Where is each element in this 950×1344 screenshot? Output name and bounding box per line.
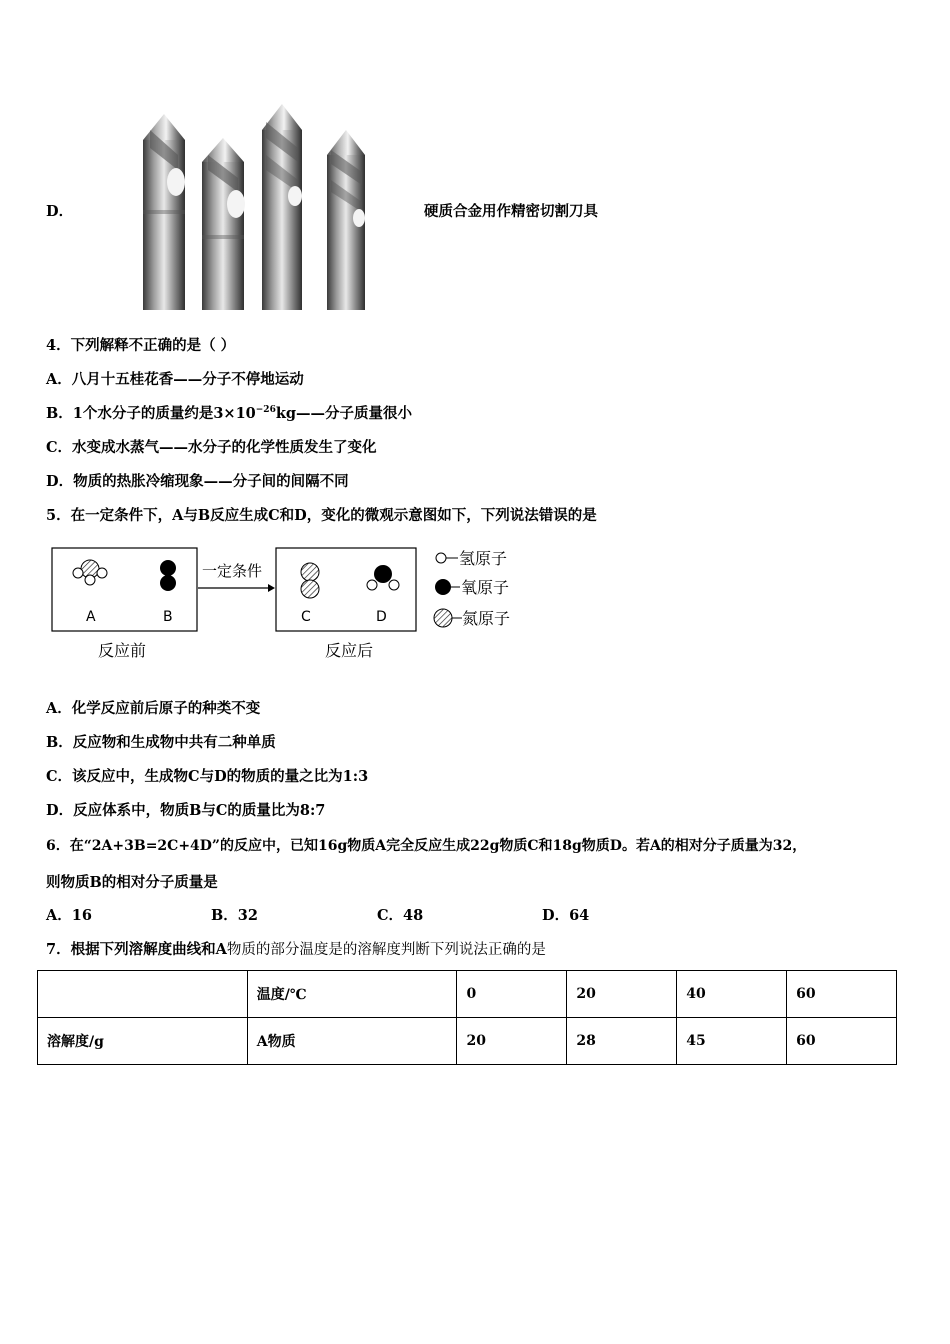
table-cell: 溶解度/g	[38, 1018, 248, 1065]
q5-stem: 5．在一定条件下，A与B反应生成C和D，变化的微观示意图如下，下列说法错误的是	[46, 507, 597, 524]
legend-nitrogen	[434, 609, 510, 628]
before-caption: 反应前	[98, 641, 147, 660]
molecule-d	[367, 565, 399, 590]
table-cell: 28	[567, 1018, 677, 1065]
table-cell: 0	[457, 971, 567, 1018]
label-a: A	[86, 609, 96, 625]
legend-oxygen-label: 氧原子	[461, 578, 510, 597]
table-cell: A物质	[247, 1018, 457, 1065]
q5-option-d: D．反应体系中，物质B与C的质量比为8:7	[46, 802, 326, 819]
q4-stem: 4．下列解释不正确的是（ ）	[46, 337, 236, 354]
molecule-a	[73, 560, 107, 585]
legend-nitrogen-label: 氮原子	[462, 609, 511, 628]
q5-option-b: B．反应物和生成物中共有二种单质	[46, 734, 276, 751]
q6-stem-line1: 6．在“2A+3B=2C+4D”的反应中，已知16g物质A完全反应生成22g物质C和18g物质D。若A的相对分子质量为32，	[46, 838, 807, 854]
q4-option-a: A．八月十五桂花香——分子不停地运动	[46, 371, 304, 388]
table-cell: 温度/℃	[247, 971, 457, 1018]
table-cell	[38, 971, 248, 1018]
table-cell: 45	[677, 1018, 787, 1065]
q6-stem-line2: 则物质B的相对分子质量是	[46, 874, 218, 891]
q4-option-c: C．水变成水蒸气——水分子的化学性质发生了变化	[46, 439, 377, 456]
legend-hydrogen-label: 氢原子	[459, 549, 508, 568]
legend-hydrogen	[436, 549, 507, 568]
legend-oxygen	[435, 578, 509, 597]
drill-bits-image	[140, 100, 425, 310]
q4-option-b: B．1个水分子的质量约是$3\times 10^{-26}kg——$分子质量很小	[46, 405, 413, 422]
reaction-diagram	[50, 544, 540, 668]
q3-option-d-label: D．	[46, 203, 74, 220]
after-caption: 反应后	[325, 641, 374, 660]
q6-option-a: A．16	[46, 907, 92, 924]
solubility-table	[37, 970, 897, 1065]
q3-option-d-text: 硬质合金用作精密切割刀具	[424, 203, 598, 220]
label-d: D	[376, 609, 387, 625]
q7-stem: 7．根据下列溶解度曲线和A物质的部分温度是的溶解度判断下列说法正确的是	[46, 941, 546, 958]
q6-option-d: D．64	[542, 907, 590, 924]
before-box	[52, 548, 197, 631]
label-b: B	[163, 609, 173, 625]
q6-option-b: B．32	[211, 907, 258, 924]
molecule-b	[160, 560, 176, 591]
table-cell: 40	[677, 971, 787, 1018]
molecule-c	[301, 563, 319, 598]
table-cell: 20	[567, 971, 677, 1018]
table-cell: 20	[457, 1018, 567, 1065]
q4-option-d: D．物质的热胀冷缩现象——分子间的间隔不同	[46, 473, 349, 490]
table-row	[38, 971, 897, 1018]
drill-bit-3	[262, 104, 302, 310]
q5-option-a: A．化学反应前后原子的种类不变	[46, 700, 261, 717]
table-cell: 60	[787, 1018, 897, 1065]
label-c: C	[301, 609, 311, 625]
drill-bit-4	[327, 130, 365, 310]
q5-option-c: C．该反应中，生成物C与D的物质的量之比为1:3	[46, 768, 369, 785]
reaction-arrow-head	[268, 584, 275, 592]
arrow-label: 一定条件	[202, 562, 263, 580]
drill-bit-2	[202, 138, 245, 310]
drill-bit-1	[143, 114, 185, 310]
table-row	[38, 1018, 897, 1065]
q6-option-c: C．48	[377, 907, 424, 924]
table-cell: 60	[787, 971, 897, 1018]
